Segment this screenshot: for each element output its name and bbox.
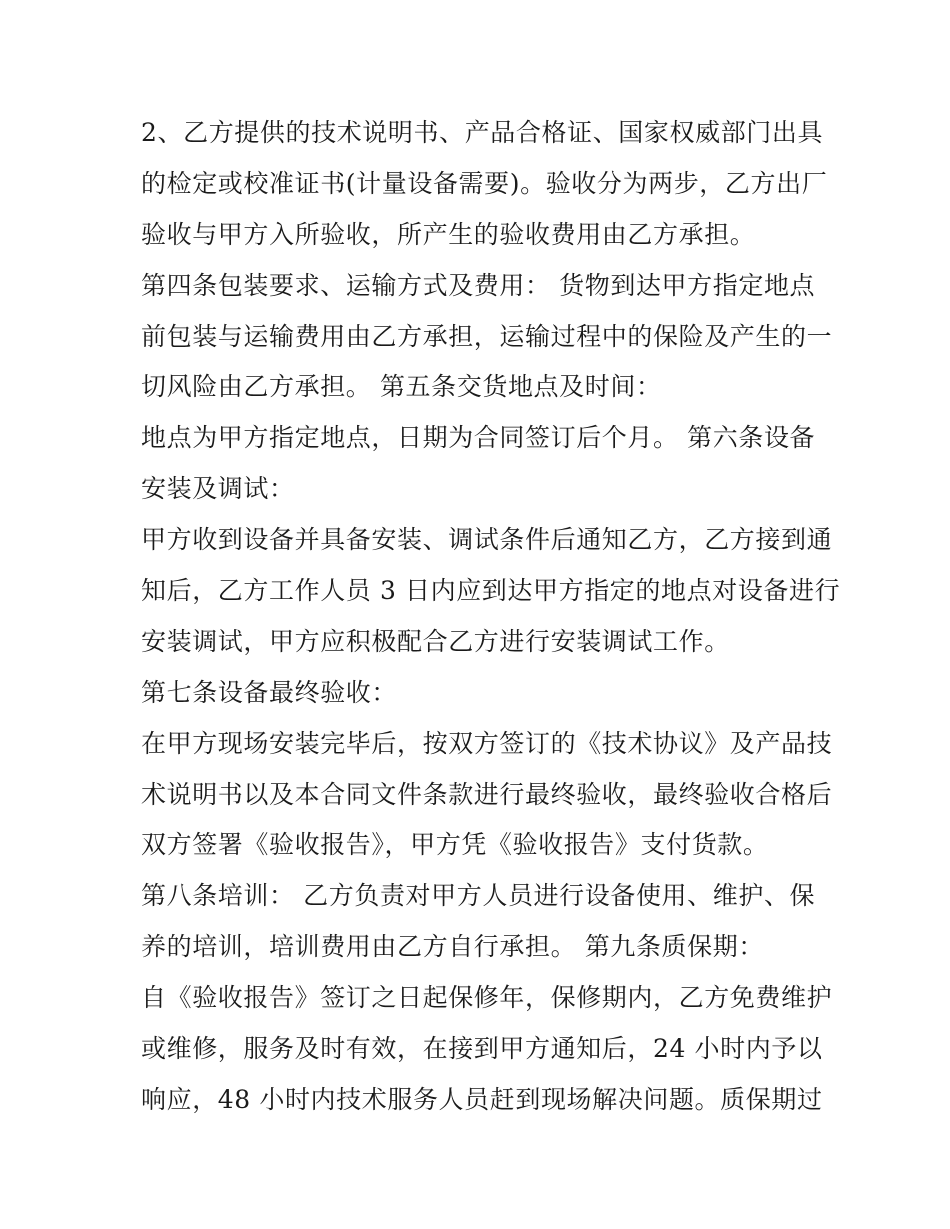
text-line: 或维修，服务及时有效，在接到甲方通知后，24 小时内予以 [141,1034,823,1064]
text-line: 2、乙方提供的技术说明书、产品合格证、国家权威部门出具 [141,118,824,147]
text-line: 术说明书以及本合同文件条款进行最终验收，最终验收合格后 [141,779,833,809]
text-line: 地点为甲方指定地点，日期为合同签订后个月。 第六条设备 [141,423,816,453]
text-line: 第八条培训： 乙方负责对甲方人员进行设备使用、维护、保 [141,881,816,911]
text-line: 在甲方现场安装完毕后，按双方签订的《技术协议》及产品技 [141,728,833,758]
text-line: 的检定或校准证书(计量设备需要)。验收分为两步，乙方出厂 [141,168,828,198]
text-line: 第四条包装要求、运输方式及费用： 货物到达甲方指定地点 [141,270,816,300]
document-body [141,108,841,1126]
text-line: 甲方收到设备并具备安装、调试条件后通知乙方，乙方接到通 [141,525,833,555]
text-line: 第七条设备最终验收： [141,677,398,707]
text-line: 安装调试，甲方应积极配合乙方进行安装调试工作。 [141,626,730,656]
text-line: 知后，乙方工作人员 3 日内应到达甲方指定的地点对设备进行 [141,576,841,606]
text-line: 安装及调试： [141,474,295,504]
text-line: 切风险由乙方承担。 第五条交货地点及时间： [141,372,662,402]
text-line: 响应，48 小时内技术服务人员赶到现场解决问题。质保期过 [141,1084,823,1114]
text-line: 双方签署《验收报告》，甲方凭《验收报告》支付货款。 [141,830,769,860]
text-line: 自《验收报告》签订之日起保修年，保修期内，乙方免费维护 [141,983,833,1013]
text-line: 前包装与运输费用由乙方承担，运输过程中的保险及产生的一 [141,321,833,351]
text-line: 养的培训，培训费用由乙方自行承担。 第九条质保期： [141,932,764,962]
text-line: 验收与甲方入所验收，所产生的验收费用由乙方承担。 [141,219,756,249]
